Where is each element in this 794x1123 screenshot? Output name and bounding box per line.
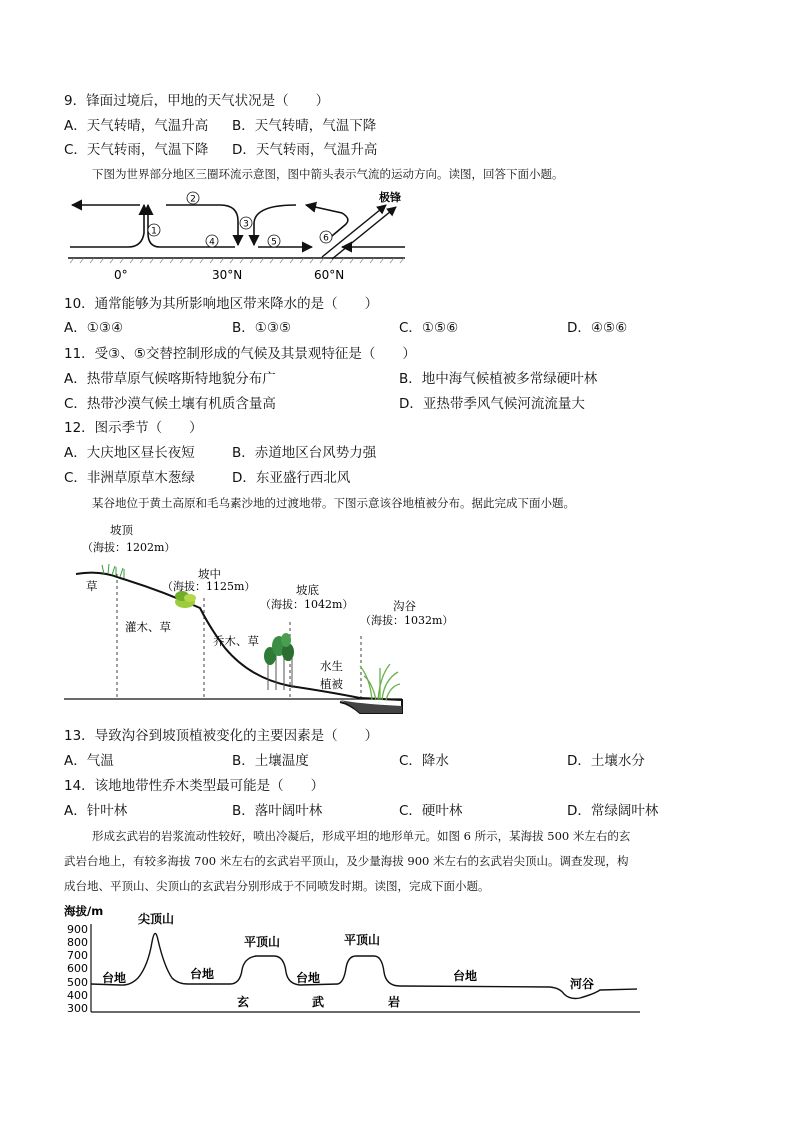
peak-label: 尖顶山 [138, 912, 175, 926]
basalt-char-2: 武 [312, 995, 325, 1009]
bottom-name: 坡底 [296, 583, 319, 597]
q12-stem: 12．图示季节（ ） [64, 420, 203, 436]
mid-name: 坡中 [198, 567, 221, 581]
y-tick-800: 800 [67, 936, 88, 949]
svg-text:1: 1 [151, 226, 157, 237]
y-tick-900: 900 [67, 923, 88, 936]
circulation-diagram [60, 185, 410, 285]
q14-option-d: D．常绿阔叶林 [567, 803, 659, 819]
svg-text:4: 4 [209, 237, 215, 248]
platform-label-3: 台地 [296, 971, 321, 985]
valley-label: 河谷 [570, 977, 595, 991]
q12-option-d: D．东亚盛行西北风 [232, 470, 351, 486]
valley-name: 沟谷 [393, 599, 416, 613]
veg-grass-label: 草 [86, 579, 98, 593]
aquatic-plant-icon [360, 664, 400, 700]
q11-option-d: D．亚热带季风气候河流流量大 [399, 396, 585, 412]
q10-stem: 10．通常能够为其所影响地区带来降水的是（ ） [64, 296, 379, 312]
label-4 [206, 235, 218, 248]
q13-option-b: B．土壤温度 [232, 753, 309, 769]
intro-basalt-line3: 成台地、平顶山、尖顶山的玄武岩分别形成于不同喷发时期。读图，完成下面小题。 [64, 879, 490, 893]
veg-shrub-label: 灌木、草 [125, 620, 171, 634]
basalt-profile-chart [60, 900, 650, 1024]
arrow-trade-wind-rising [70, 205, 144, 247]
top-name: 坡顶 [110, 523, 133, 537]
platform-label-1: 台地 [102, 971, 127, 985]
y-tick-400: 400 [67, 989, 88, 1002]
label-3 [240, 217, 252, 230]
tree-icon [264, 633, 294, 690]
label-2 [187, 192, 199, 205]
q11-option-a: A．热带草原气候喀斯特地貌分布广 [64, 371, 276, 387]
q10-option-a: A．①③④ [64, 320, 124, 336]
y-tick-600: 600 [67, 962, 88, 975]
q13-stem: 13．导致沟谷到坡顶植被变化的主要因素是（ ） [64, 728, 379, 744]
intro-basalt-line2: 武岩台地上，有较多海拔 700 米左右的玄武岩平顶山，及少量海拔 900 米左右的玄武岩尖顶山。调查发现，构 [64, 854, 629, 868]
q9-option-a: A．天气转晴，气温升高 [64, 118, 209, 134]
lat-60-label: 60°N [314, 268, 345, 282]
svg-text:5: 5 [271, 237, 277, 248]
lat-0-label: 0° [114, 268, 128, 282]
valley-vegetation-diagram [60, 518, 454, 718]
polar-front-line-2 [332, 207, 396, 259]
q13-option-d: D．土壤水分 [567, 753, 645, 769]
label-6 [320, 231, 332, 244]
y-tick-300: 300 [67, 1002, 88, 1015]
veg-aquatic-label-1: 水生 [320, 659, 343, 673]
polar-front-label: 极锋 [379, 191, 401, 204]
veg-aquatic-label-2: 植被 [320, 677, 343, 691]
bottom-altitude: （海拔：1042m） [260, 598, 354, 611]
svg-text:3: 3 [243, 219, 249, 230]
q9-option-b: B．天气转晴，气温下降 [232, 118, 377, 134]
q9-option-c: C．天气转雨，气温下降 [64, 142, 209, 158]
veg-tree-label: 乔木、草 [213, 634, 259, 648]
q12-option-c: C．非洲草原草木葱绿 [64, 470, 195, 486]
q12-option-a: A．大庆地区昼长夜短 [64, 445, 195, 461]
arrow-2-3 [166, 205, 238, 245]
platform-label-2: 台地 [190, 967, 215, 981]
polar-front-line-1 [322, 205, 386, 257]
lat-30-label: 30°N [212, 268, 243, 282]
q13-option-c: C．降水 [399, 753, 449, 769]
mid-altitude: （海拔：1125m） [162, 580, 256, 593]
q10-option-c: C．①⑤⑥ [399, 320, 459, 336]
q14-option-c: C．硬叶林 [399, 803, 463, 819]
q11-stem: 11．受③、⑤交替控制形成的气候及其景观特征是（ ） [64, 346, 416, 362]
intro-valley: 某谷地位于黄土高原和毛乌素沙地的过渡地带。下图示意该谷地植被分布。据此完成下面小题。 [92, 496, 575, 510]
svg-text:6: 6 [323, 233, 329, 244]
basalt-char-3: 岩 [388, 995, 401, 1009]
intro-basalt-line1: 形成玄武岩的岩浆流动性较好，喷出冷凝后，形成平坦的地形单元。如图 6 所示，某海拔 500 米左右的玄 [92, 829, 631, 843]
label-1 [148, 224, 160, 237]
valley-altitude: （海拔：1032m） [360, 614, 454, 627]
q9-option-d: D．天气转雨，气温升高 [232, 142, 378, 158]
q13-option-a: A．气温 [64, 753, 114, 769]
y-tick-700: 700 [67, 949, 88, 962]
q11-option-c: C．热带沙漠气候土壤有机质含量高 [64, 396, 276, 412]
svg-text:2: 2 [190, 194, 196, 205]
top-altitude: （海拔：1202m） [82, 541, 176, 554]
q11-option-b: B．地中海气候植被多常绿硬叶林 [399, 371, 598, 387]
y-tick-500: 500 [67, 976, 88, 989]
flat-top-label-1: 平顶山 [244, 935, 281, 949]
label-5 [268, 235, 280, 248]
q9-stem: 9．锋面过境后，甲地的天气状况是（ ） [64, 93, 330, 109]
y-axis-label: 海拔/m [64, 904, 104, 918]
q14-option-b: B．落叶阔叶林 [232, 803, 323, 819]
platform-label-4: 台地 [453, 969, 478, 983]
q12-option-b: B．赤道地区台风势力强 [232, 445, 377, 461]
shrub-icon [175, 591, 196, 608]
intro-circulation: 下图为世界部分地区三圈环流示意图，图中箭头表示气流的运动方向。读图，回答下面小题。 [92, 167, 564, 181]
q10-option-d: D．④⑤⑥ [567, 320, 628, 336]
q14-stem: 14．该地地带性乔木类型最可能是（ ） [64, 778, 325, 794]
basalt-char-1: 玄 [237, 995, 250, 1009]
y-ticks [67, 923, 88, 1015]
arrow-4 [148, 205, 235, 247]
q14-option-a: A．针叶林 [64, 803, 128, 819]
q10-option-b: B．①③⑤ [232, 320, 292, 336]
flat-top-label-2: 平顶山 [344, 933, 381, 947]
